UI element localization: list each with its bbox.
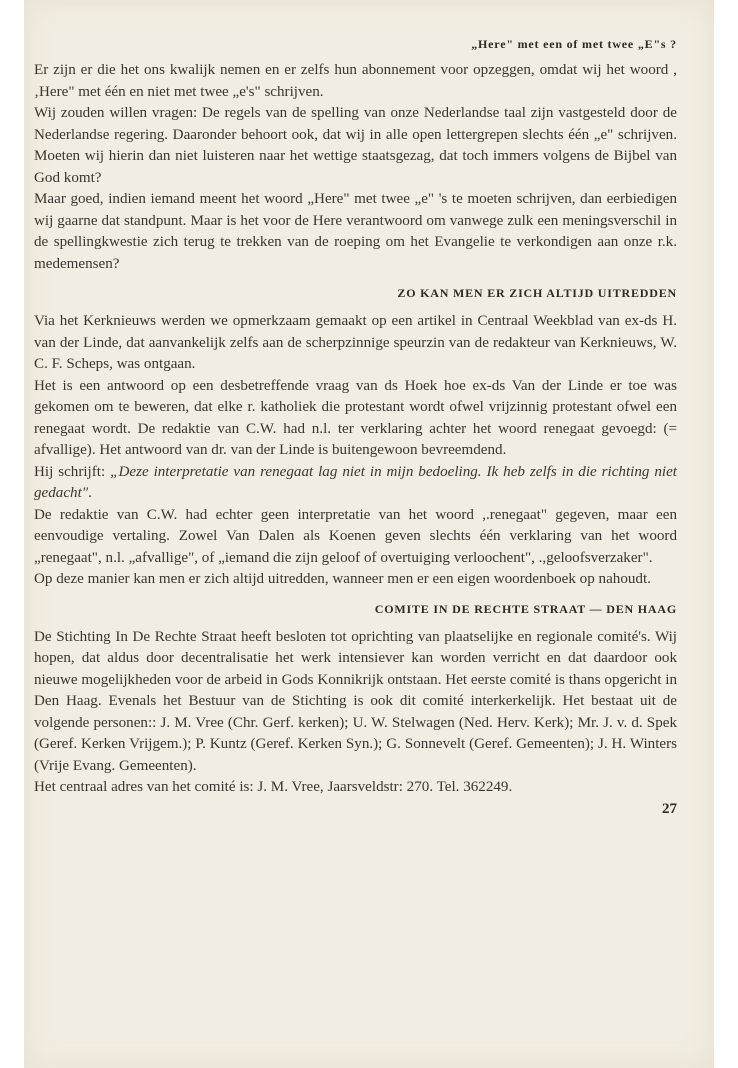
quote-text: „Deze interpretatie van renegaat lag niet in mijn bedoeling. Ik heb zelfs in die richting niet gedacht" xyxy=(34,463,677,501)
paragraph: Maar goed, indien iemand meent het woord „Here" met twee „e" 's te moeten schrijven, dan eerbiedigen wij gaarne dat standpunt. Maar is het voor de Here verantwoord om vanwege zulk een meningsverschil in de spellingkwestie zich terug te trekken van de roeping om het Evangelie te verkondigen aan onze r.k. medemensen? xyxy=(34,191,677,272)
paragraph: Op deze manier kan men er zich altijd uitredden, wanneer men er een eigen woordenboek op nahoudt. xyxy=(34,571,651,587)
paragraph: Het is een antwoord op een desbetreffende vraag van ds Hoek hoe ex-ds Van der Linde er toe was gekomen om te beweren, dat elke r. katholiek die protestant wordt ofwel vrijzinnig protestant ofwel een renegaat wordt. De redaktie van C.W. had n.l. ter verklaring achter het woord renegaat gevoegd: (= afvallige). Het antwoord van dr. van der Linde is buitengewoon bevreemdend. xyxy=(34,377,677,458)
paragraph: Via het Kerknieuws werden we opmerkzaam gemaakt op een artikel in Centraal Weekblad van ex-ds H. van der Linde, dat aanvankelijk zelfs aan de scherpzinnige speurzin van de redakteur van Kerknieuws, W. C. F. Scheps, was ontgaan. xyxy=(34,313,677,372)
paragraph: De Stichting In De Rechte Straat heeft besloten tot oprichting van plaatselijke en regionale comité's. Wij hopen, dat aldus door decentralisatie het werk intensiever kan worden verricht en dat daardoor ook nieuwe mogelijkheden voor de arbeid in Gods Konnikrijk ontstaan. Het eerste comité is thans opgericht in Den Haag. Evenals het Bestuur van de Stichting is ook dit comité interkerkelijk. Het bestaat uit de volgende personen:: J. M. Vree (Chr. Gerf. kerken); U. W. Stelwagen (Ned. Herv. Kerk); Mr. J. v. d. Spek (Geref. Kerken Vrijgem.); P. Kuntz (Geref. Kerken Syn.); G. Sonnevelt (Geref. Gemeenten); J. H. Winters (Vrije Evang. Gemeenten). xyxy=(34,628,677,774)
paragraph: De redaktie van C.W. had echter geen interpretatie van het woord ,.renegaat" gegeven, maar een eenvoudige vertaling. Zowel Van Dalen als Koenen geven slechts één verklaring van het woord „renegaat", n.l. „afvallige", of „iemand die zijn geloof of overtuiging verloochent", .,geloofsverzaker". xyxy=(34,506,677,566)
running-title: „Here" met een of met twee „E"s ? xyxy=(471,37,677,51)
paragraph: Het centraal adres van het comité is: J. M. Vree, Jaarsveldstr: 270. Tel. 362249. xyxy=(34,779,513,795)
quote-paragraph xyxy=(34,462,677,505)
page-content xyxy=(34,34,677,820)
magazine-page xyxy=(24,0,714,1068)
page-number: 27 xyxy=(662,800,677,817)
paragraph: Er zijn er die het ons kwalijk nemen en er zelfs hun abonnement voor opzeggen, omdat wij het woord ,‚Here" met één en niet met twee „e's" schrijven. xyxy=(34,62,677,100)
paragraph: Wij zouden willen vragen: De regels van de spelling van onze Nederlandse taal zijn vastgesteld door de Nederlandse regering. Daaronder behoort ook, dat wij in alle open lettergrepen slechts één „e" schrijven. Moeten wij hierin dan niet luisteren naar het wettige staatsgezag, dat toch immers volgens de Bijbel van God komt? xyxy=(34,105,677,186)
section-heading-uitredden: ZO KAN MEN ER ZICH ALTIJD UITREDDEN xyxy=(397,286,677,300)
quote-intro: Hij schrijft: xyxy=(34,463,111,480)
quote-end: . xyxy=(88,485,92,501)
section-heading-comite: COMITE IN DE RECHTE STRAAT — DEN HAAG xyxy=(374,601,677,616)
